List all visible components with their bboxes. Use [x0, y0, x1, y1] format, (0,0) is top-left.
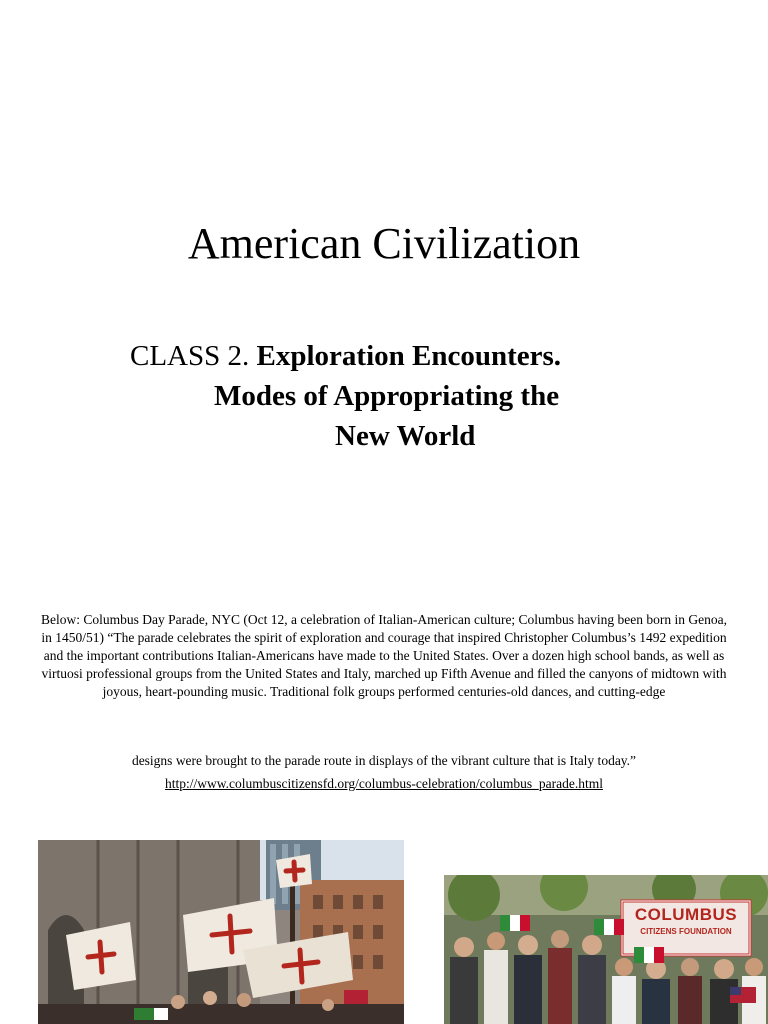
subtitle-line-1: Exploration Encounters.	[256, 340, 562, 372]
page-title: American Civilization	[187, 219, 581, 268]
subtitle-line-2: Modes of Appropriating the	[214, 380, 560, 412]
banner-subtitle: CITIZENS FOUNDATION	[640, 927, 732, 936]
class-label: CLASS 2.	[130, 340, 250, 372]
source-link[interactable]: http://www.columbuscitizensfd.org/columbus-celebration/columbus_parade.html	[165, 776, 603, 791]
parade-crowd-photo	[444, 875, 768, 1024]
banner-title: COLUMBUS	[634, 905, 738, 924]
caption-paragraph: Below: Columbus Day Parade, NYC (Oct 12, a celebration of Italian-American culture; Columbus having been born in Genoa, in 1450/51) “The parade celebrates the spirit of exploration and courage that inspired Christopher Columbus’s 1492 expedition and the important contributions Italian-Americans have made to the United States. Over a dozen high school bands, as well as virtuosi professional groups from the United States and Italy, marched up Fifth Avenue and filled the canyons of midtown with joyous, heart-pounding music. Traditional folk groups performed centuries-old dances, and cutting-edge	[40, 612, 728, 699]
caption-continuation: designs were brought to the parade route in displays of the vibrant culture that is Italy today.”	[131, 753, 637, 768]
subtitle-line-3: New World	[335, 420, 476, 452]
parade-ship-photo	[38, 840, 404, 1024]
subtitle	[130, 336, 690, 456]
